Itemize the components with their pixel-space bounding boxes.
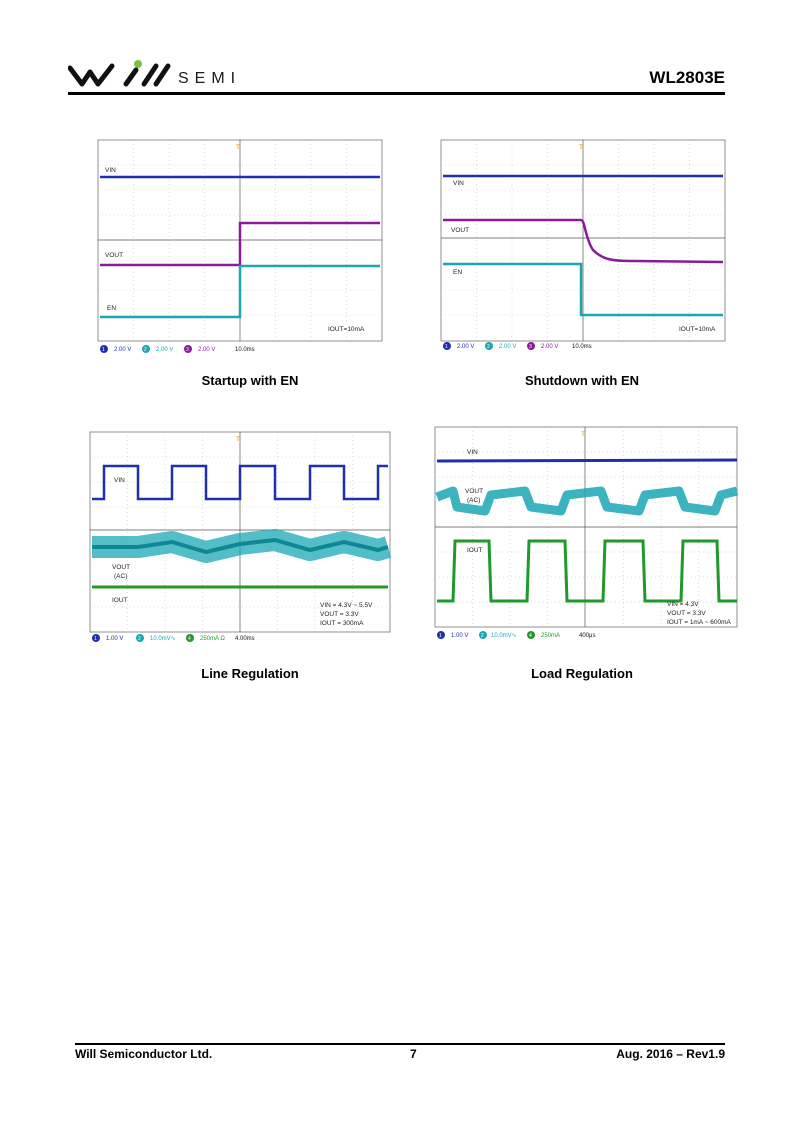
scope-startup [90, 138, 390, 356]
trace-label: EN [107, 305, 117, 312]
trace-label: (AC) [467, 497, 481, 504]
svg-text:2.00 V: 2.00 V [457, 344, 475, 350]
svg-text:1.00 V: 1.00 V [106, 636, 124, 642]
svg-text:400μs: 400μs [579, 633, 596, 639]
svg-text:2.00 V: 2.00 V [499, 344, 517, 350]
figure-caption: Line Regulation [201, 666, 299, 681]
svg-text:4: 4 [188, 636, 191, 642]
svg-text:2: 2 [481, 633, 484, 639]
status-bar [92, 634, 255, 642]
svg-text:1: 1 [439, 633, 442, 639]
trace-label: EN [453, 269, 463, 276]
svg-text:4.00ms: 4.00ms [235, 636, 255, 642]
footer-divider [75, 1043, 725, 1045]
footer-company: Will Semiconductor Ltd. [75, 1047, 213, 1061]
scope-note: IOUT=10mA [328, 326, 365, 333]
trace-label: VIN [467, 449, 478, 456]
scope-note: IOUT = 1mA ~ 600mA [667, 619, 731, 626]
svg-text:1: 1 [94, 636, 97, 642]
svg-text:3: 3 [186, 347, 189, 353]
trigger-marker-icon: T [236, 436, 240, 443]
trace-label: VOUT [465, 488, 484, 495]
status-bar [100, 345, 255, 353]
figure-caption: Shutdown with EN [524, 373, 640, 388]
figure-caption: Startup with EN [201, 373, 299, 388]
trace-label: IOUT [467, 547, 483, 554]
scope-note: VOUT = 3.3V [320, 611, 359, 618]
svg-text:10.0ms: 10.0ms [235, 347, 255, 353]
scope-shutdown [433, 138, 733, 356]
trace-label: VOUT [105, 252, 124, 259]
trace-label: VIN [114, 477, 125, 484]
scope-note: VIN = 4.3V ~ 5.5V [320, 602, 373, 609]
svg-text:4: 4 [529, 633, 532, 639]
svg-text:2.00 V: 2.00 V [114, 347, 132, 353]
part-number: WL2803E [649, 68, 725, 87]
scope-note: IOUT = 300mA [320, 620, 364, 627]
svg-text:2: 2 [138, 636, 141, 642]
figure-caption: Load Regulation [531, 666, 633, 681]
svg-text:1: 1 [445, 344, 448, 350]
status-bar [437, 631, 595, 639]
svg-text:250mA: 250mA [541, 633, 561, 639]
svg-text:2: 2 [487, 344, 490, 350]
svg-text:250mA Ω: 250mA Ω [200, 636, 225, 642]
svg-text:10.0ms: 10.0ms [572, 344, 592, 350]
svg-text:1.00 V: 1.00 V [451, 633, 469, 639]
logo-wordmark: SEMI [178, 70, 242, 87]
scope-note: VIN = 4.3V [667, 601, 699, 608]
page-number: 7 [410, 1047, 417, 1061]
trace-label: VOUT [451, 227, 470, 234]
svg-text:2.00 V: 2.00 V [541, 344, 559, 350]
trace-label: VOUT [112, 564, 131, 571]
trace-label: VIN [453, 180, 464, 187]
svg-text:3: 3 [529, 344, 532, 350]
trigger-marker-icon: T [236, 144, 240, 151]
footer-date-rev: Aug. 2016 – Rev1.9 [616, 1047, 725, 1061]
scope-load-regulation [425, 425, 740, 647]
svg-text:10.0mV∿: 10.0mV∿ [150, 636, 176, 642]
svg-text:2.00 V: 2.00 V [156, 347, 174, 353]
trigger-marker-icon: T [579, 144, 583, 151]
svg-text:10.0mV∿: 10.0mV∿ [491, 633, 517, 639]
scope-note: VOUT = 3.3V [667, 610, 706, 617]
scope-line-regulation [80, 430, 392, 648]
trace-label: IOUT [112, 597, 128, 604]
scope-note: IOUT=10mA [679, 326, 716, 333]
trace-label: (AC) [114, 573, 128, 580]
status-bar [443, 342, 592, 350]
trigger-marker-icon: T [581, 431, 585, 438]
header-divider [68, 92, 725, 95]
svg-text:1: 1 [102, 347, 105, 353]
trace-label: VIN [105, 167, 116, 174]
svg-text:2.00 V: 2.00 V [198, 347, 216, 353]
svg-text:2: 2 [144, 347, 147, 353]
